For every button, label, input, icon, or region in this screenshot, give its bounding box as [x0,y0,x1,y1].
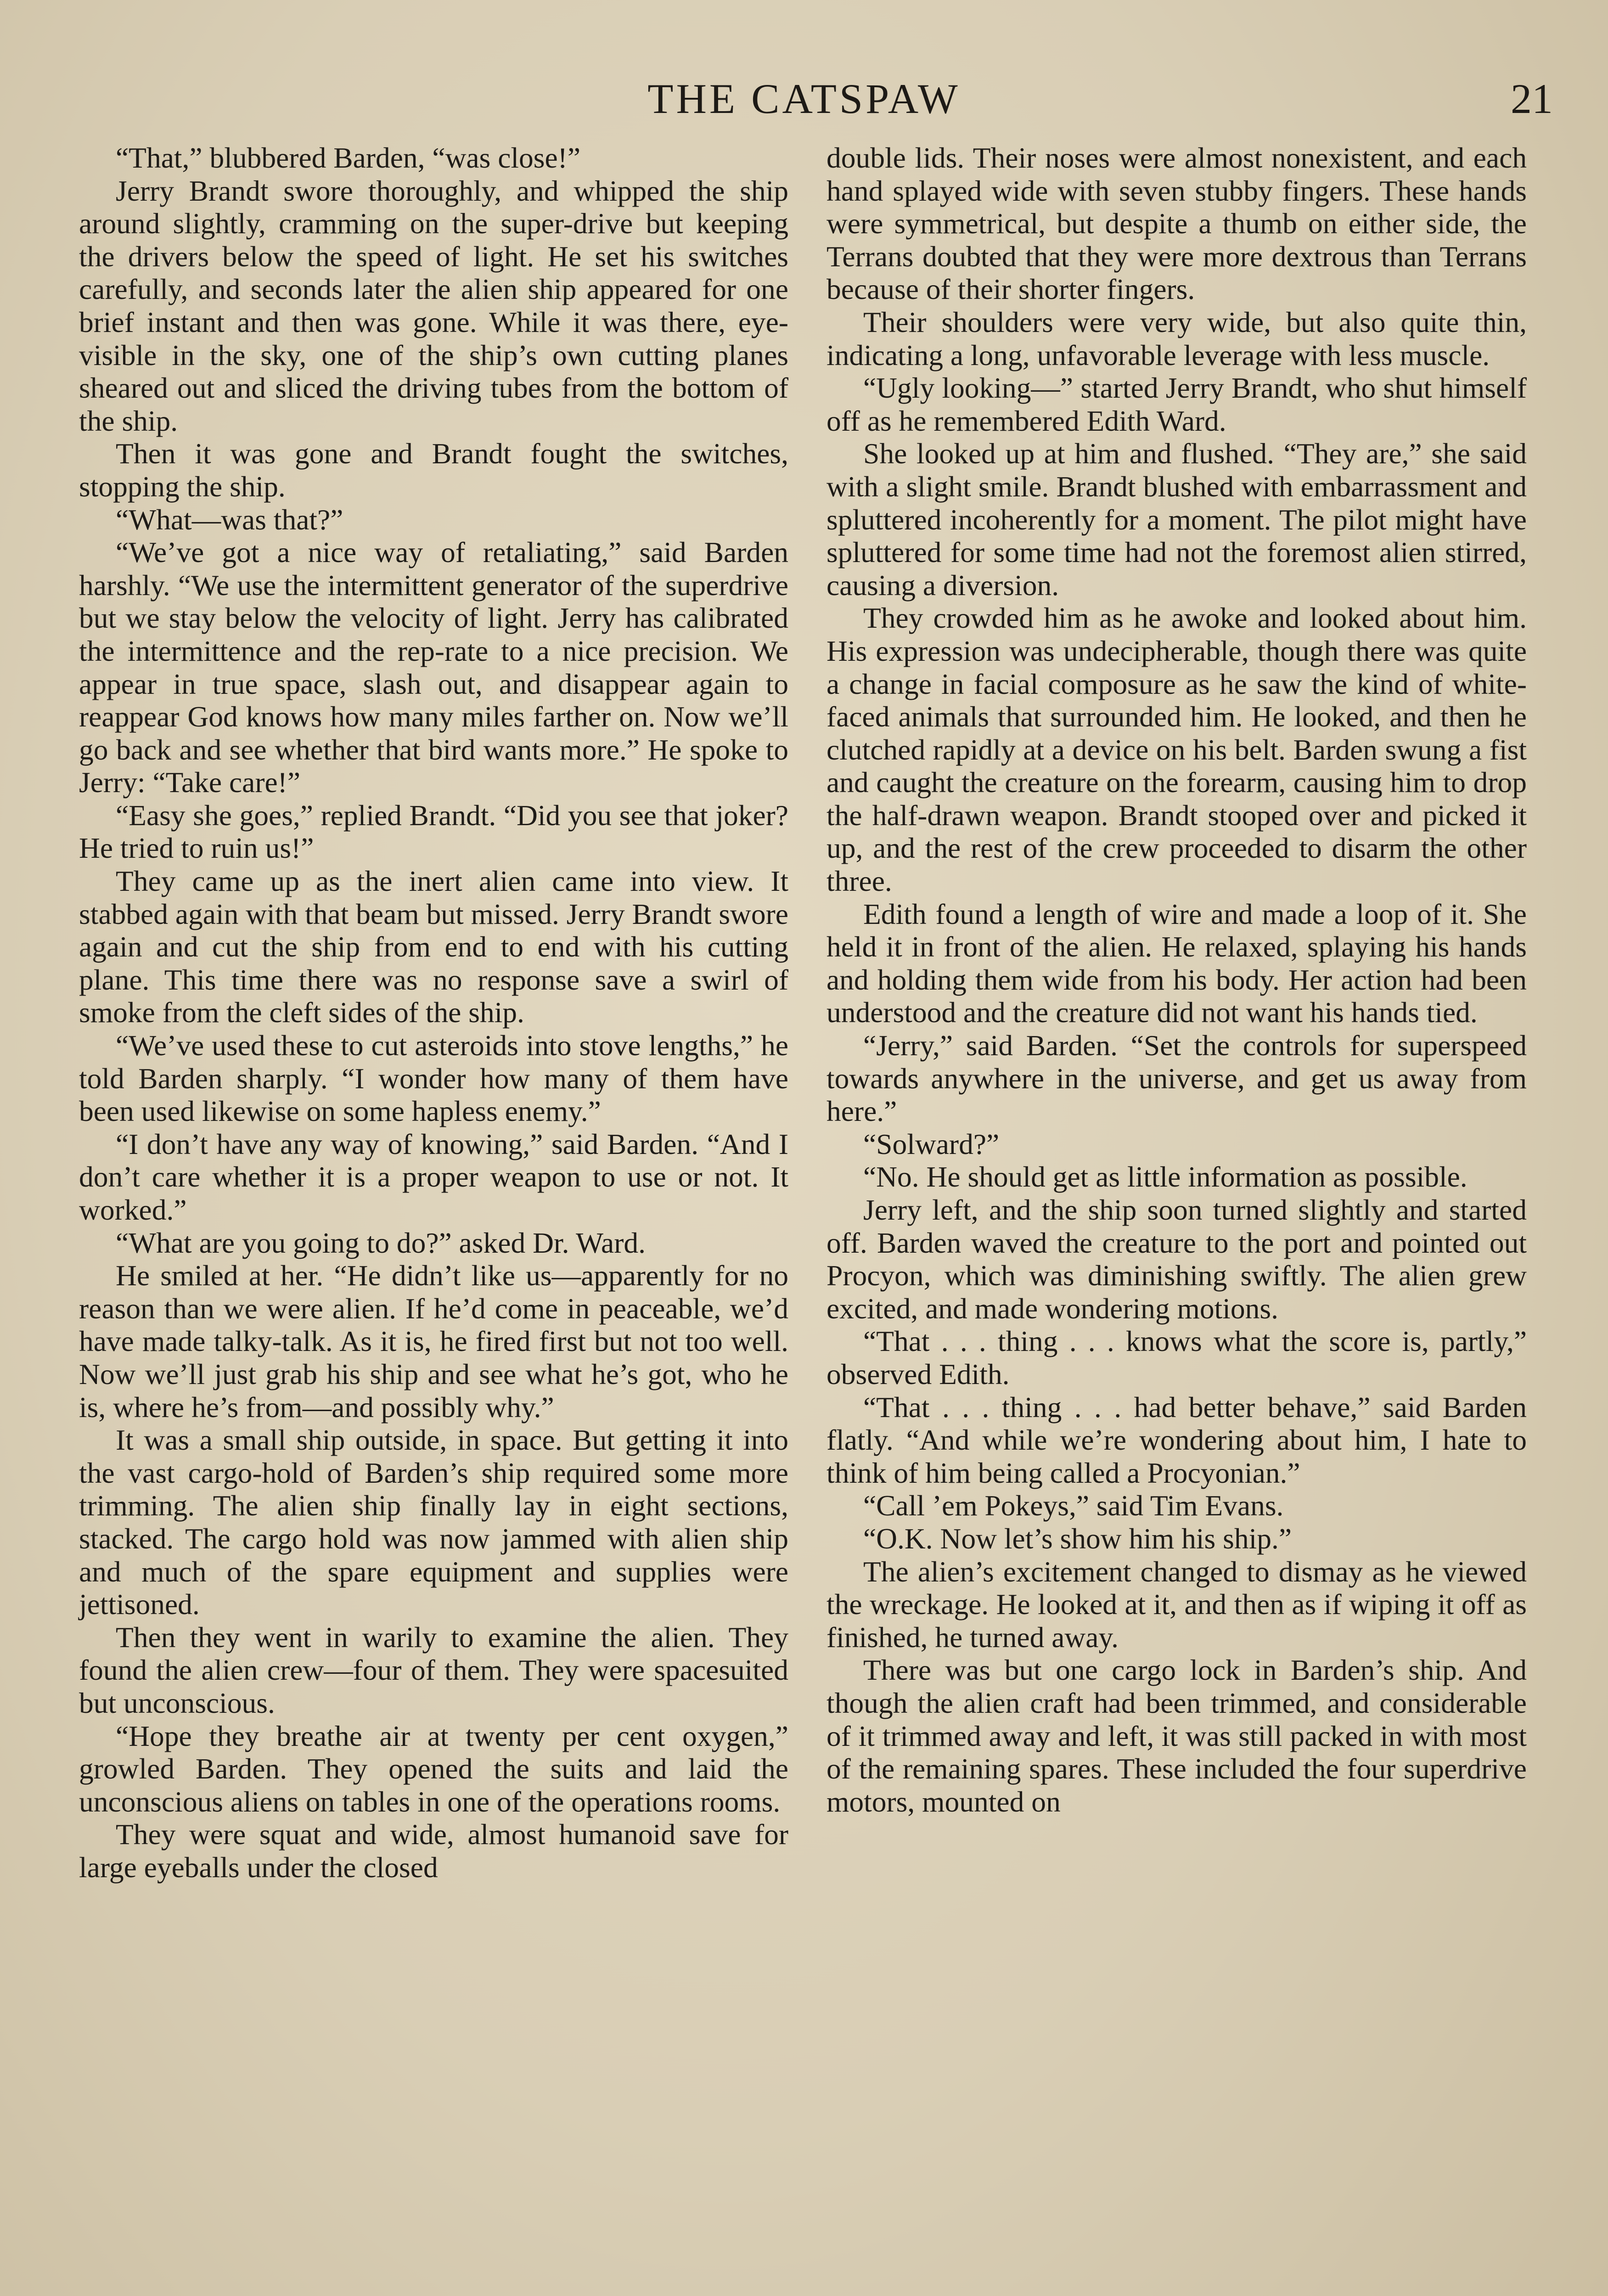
paragraph: “I don’t have any way of knowing,” said Barden. “And I don’t care whether it is a proper weapon to use or not. It worked.” [79,1127,788,1226]
paragraph: Then they went in warily to examine the alien. They found the alien crew—four of them. They were spacesuited but unconscious. [79,1621,788,1719]
paragraph: “Easy she goes,” replied Brandt. “Did you see that joker? He tried to ruin us!” [79,799,788,865]
page-header [0,69,1608,129]
paragraph: They crowded him as he awoke and looked about him. His expression was undecipherable, though there was quite a change in facial composure as he saw the kind of white-faced animals that surrounded him. He looked, and then he clutched rapidly at a device on his belt. Barden swung a fist and caught the creature on the forearm, causing him to drop the half-drawn weapon. Brandt stooped over and picked it up, and the rest of the crew proceeded to disarm the other three. [826,602,1527,898]
paragraph: The alien’s excitement changed to dismay as he viewed the wreckage. He looked at it, and then as if wiping it off as finished, he turned away. [826,1555,1527,1654]
paragraph: She looked up at him and flushed. “They are,” she said with a slight smile. Brandt blushed with embarrassment and spluttered incoherently for a moment. The pilot might have spluttered for some time had not the foremost alien stirred, causing a diversion. [826,437,1527,602]
paragraph: “What—was that?” [116,503,343,536]
paragraph: They were squat and wide, almost humanoid save for large eyeballs under the closed [79,1818,788,1884]
paragraph: “Ugly looking—” started Jerry Brandt, who shut himself off as he remembered Edith Ward. [826,371,1527,437]
running-title: THE CATSPAW [647,75,961,122]
paragraph-continued: double lids. Their noses were almost nonexistent, and each hand splayed wide with seven stubby fingers. These hands were symmetrical, but despite a thumb on either side, the Terrans doubted that they were more dextrous than Terrans because of their shorter fingers. [826,141,1527,306]
paragraph: He smiled at her. “He didn’t like us—apparently for no reason than we were alien. If he’d come in peaceable, we’d have made talky-talk. As it is, he fired first but not too well. Now we’ll just grab his ship and see what he’s got, who he is, where he’s from—and possibly why.” [79,1259,788,1424]
left-text-column [79,141,788,1884]
paragraph: Jerry Brandt swore thoroughly, and whipped the ship around slightly, cramming on the super-drive but keeping the drivers below the speed of light. He set his switches carefully, and seconds later the alien ship appeared for one brief instant and then was gone. While it was there, eye-visible in the sky, one of the ship’s own cutting planes sheared out and sliced the driving tubes from the bottom of the ship. [79,174,788,437]
page-number: 21 [1511,75,1553,122]
paragraph: “That,” blubbered Barden, “was close!” [116,141,581,174]
paragraph: “No. He should get as little information as possible. [863,1160,1467,1193]
paragraph: “Solward?” [863,1127,1000,1160]
paragraph: “We’ve used these to cut asteroids into stove lengths,” he told Barden sharply. “I wonder how many of them have been used likewise on some hapless enemy.” [79,1029,788,1128]
paragraph: “That . . . thing . . . had better behave,” said Barden flatly. “And while we’re wondering about him, I hate to think of him being called a Procyonian.” [826,1390,1527,1489]
paragraph: Edith found a length of wire and made a loop of it. She held it in front of the alien. He relaxed, splaying his hands and holding them wide from his body. Her action had been understood and the creature did not want his hands tied. [826,897,1527,1029]
paragraph: Jerry left, and the ship soon turned slightly and started off. Barden waved the creature to the port and pointed out Procyon, which was diminishing swiftly. The alien grew excited, and made wondering motions. [826,1193,1527,1325]
paragraph: “Call ’em Pokeys,” said Tim Evans. [863,1489,1284,1522]
paragraph: “That . . . thing . . . knows what the score is, partly,” observed Edith. [826,1325,1527,1390]
paragraph: It was a small ship outside, in space. But getting it into the vast cargo-hold of Barden’s ship required some more trimming. The alien ship finally lay in eight sections, stacked. The cargo hold was now jammed with alien ship and much of the spare equipment and supplies were jettisoned. [79,1424,788,1621]
paragraph: There was but one cargo lock in Barden’s ship. And though the alien craft had been trimmed, and considerable of it trimmed away and left, it was still packed in with most of the remaining spares. These included the four superdrive motors, mounted on [826,1654,1527,1818]
paragraph: Then it was gone and Brandt fought the switches, stopping the ship. [79,437,788,503]
right-text-column [826,141,1527,1818]
paragraph: “What are you going to do?” asked Dr. Ward. [116,1226,646,1259]
paragraph: “Jerry,” said Barden. “Set the controls for superspeed towards anywhere in the universe, and get us away from here.” [826,1029,1527,1128]
paragraph: “O.K. Now let’s show him his ship.” [863,1522,1292,1555]
paragraph: Their shoulders were very wide, but also quite thin, indicating a long, unfavorable leverage with less muscle. [826,305,1527,371]
paragraph: “We’ve got a nice way of retaliating,” said Barden harshly. “We use the intermittent generator of the superdrive but we stay below the velocity of light. Jerry has calibrated the intermittence and the rep-rate to a nice precision. We appear in true space, slash out, and disappear again to reappear God knows how many miles farther on. Now we’ll go back and see whether that bird wants more.” He spoke to Jerry: “Take care!” [79,536,788,799]
paragraph: “Hope they breathe air at twenty per cent oxygen,” growled Barden. They opened the suits and laid the unconscious aliens on tables in one of the operations rooms. [79,1719,788,1818]
paragraph: They came up as the inert alien came into view. It stabbed again with that beam but missed. Jerry Brandt swore again and cut the ship from end to end with his cutting plane. This time there was no response save a swirl of smoke from the cleft sides of the ship. [79,865,788,1029]
